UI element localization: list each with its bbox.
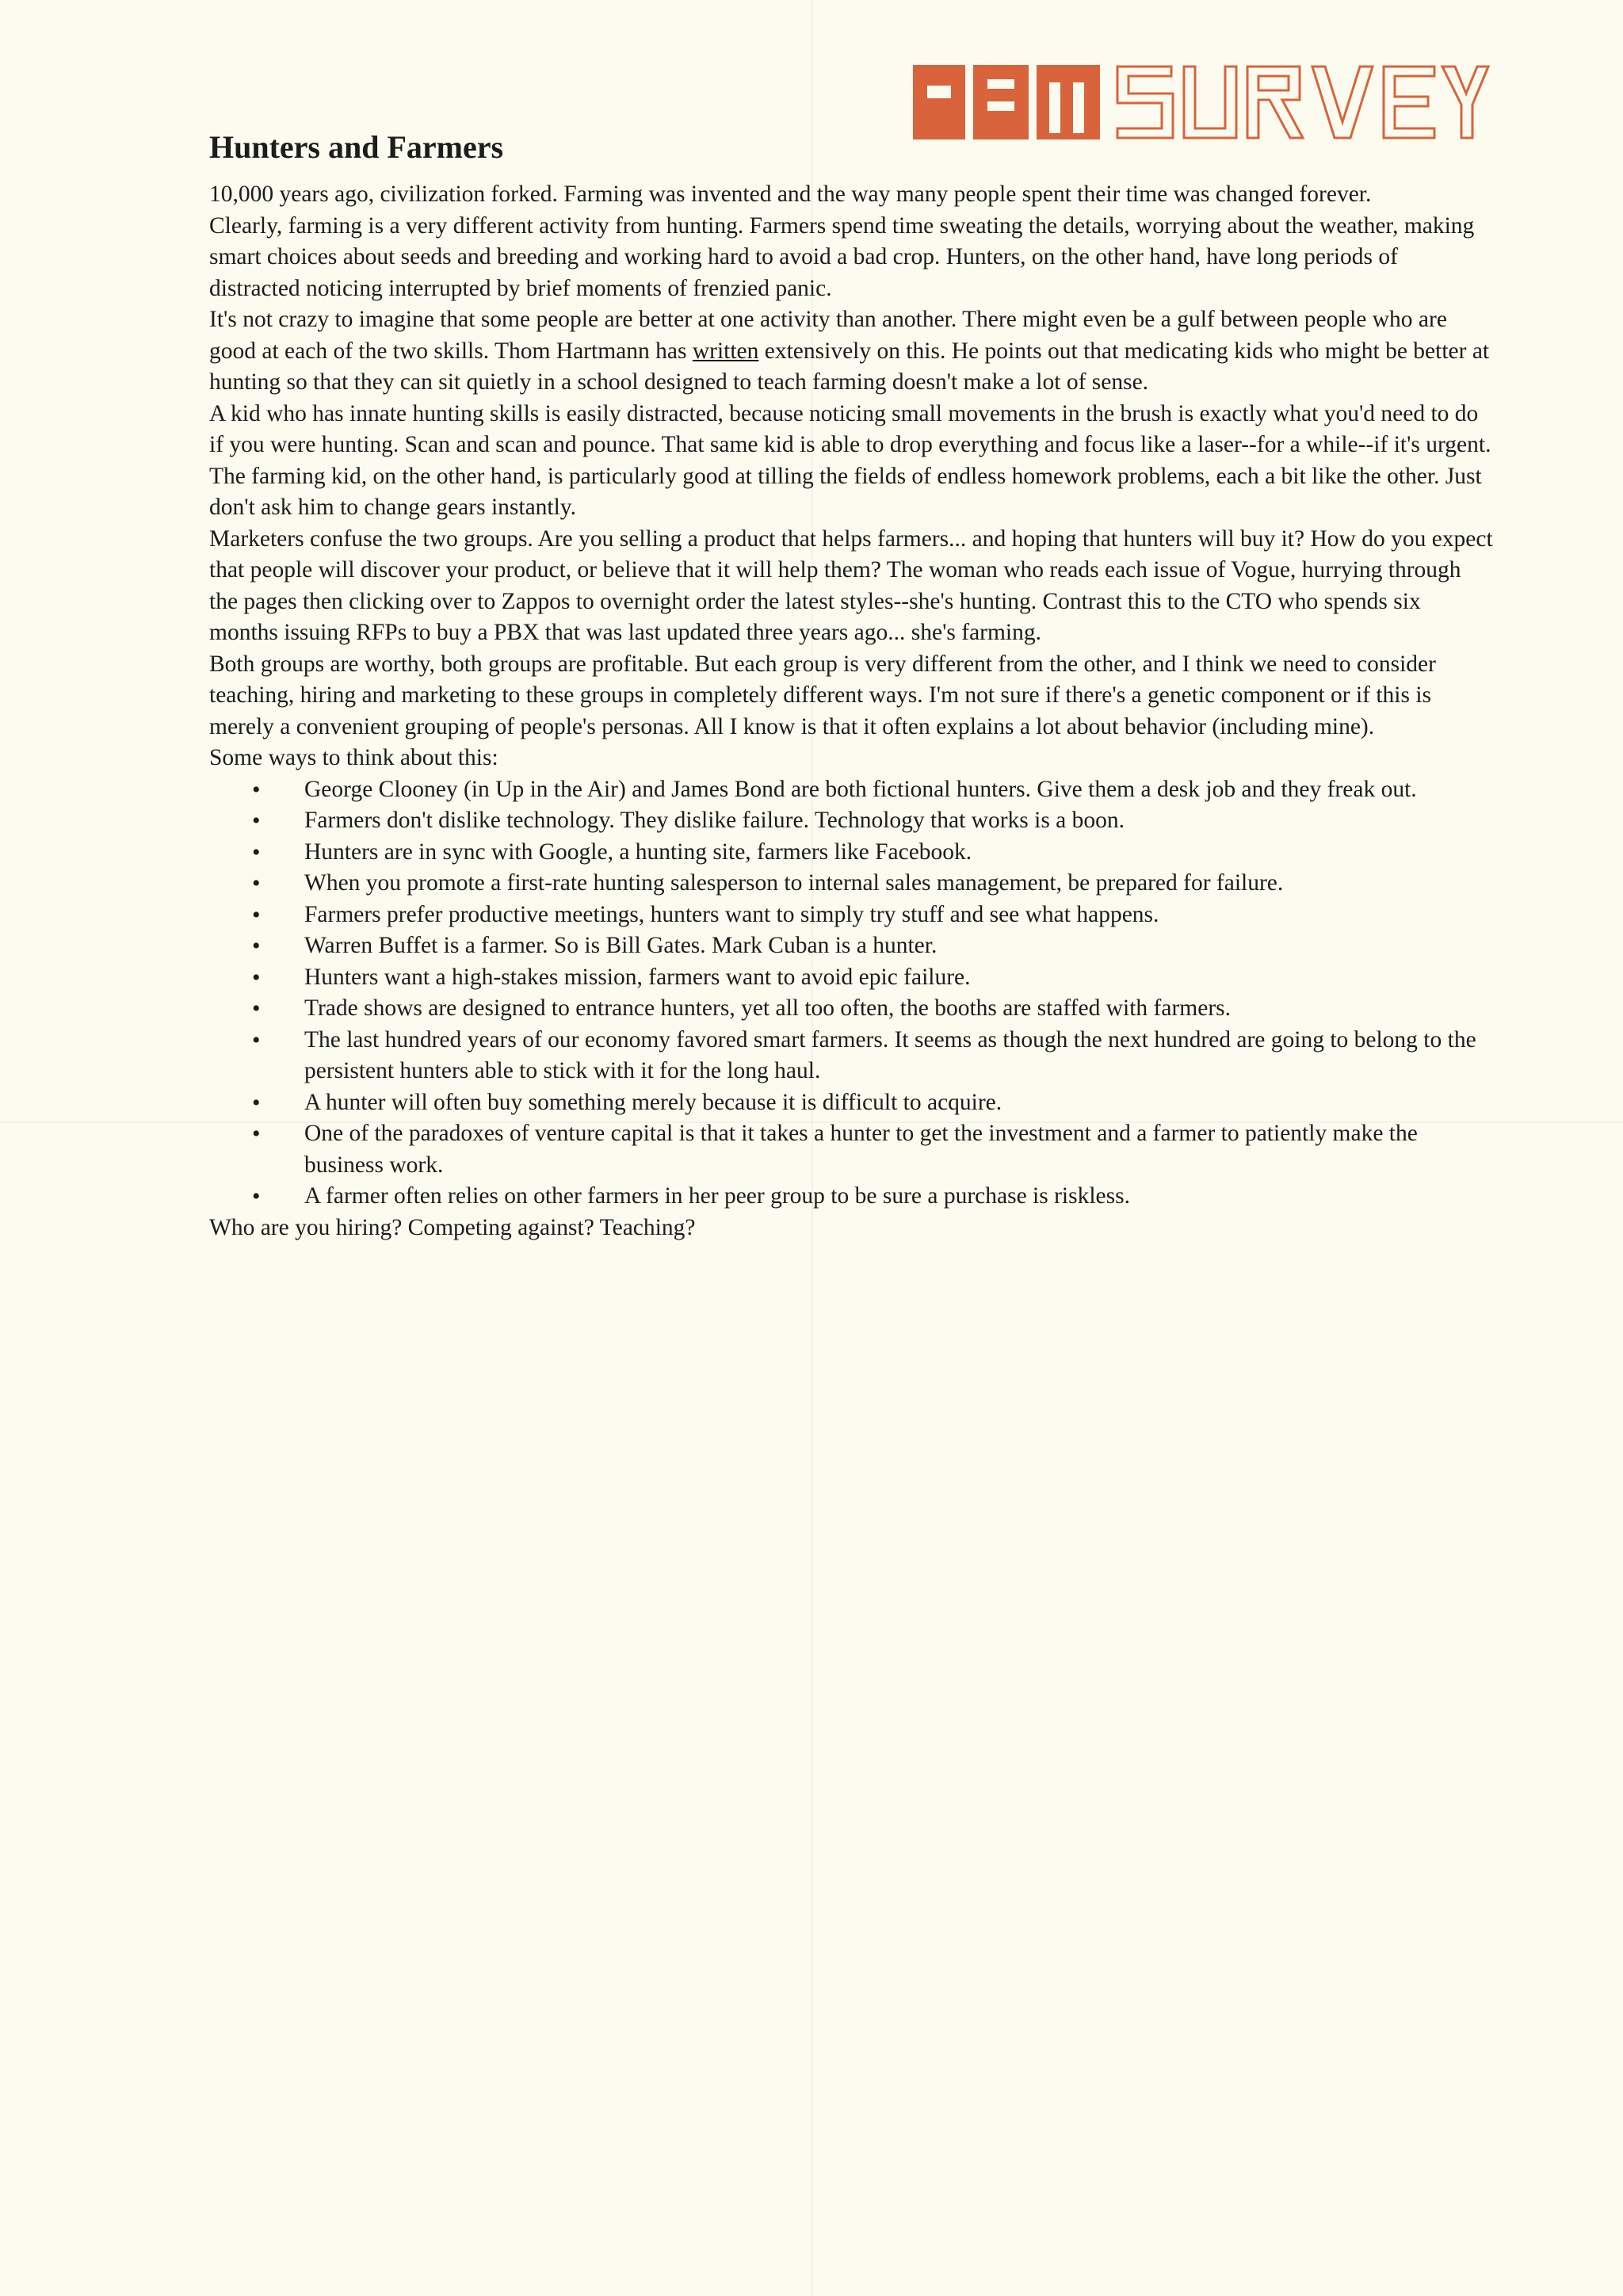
list-item: • A hunter will often buy something merely because it is difficult to acquire. [304, 1087, 1493, 1119]
list-item: • Hunters want a high-stakes mission, farmers want to avoid epic failure. [304, 962, 1493, 994]
written-link[interactable]: written [692, 338, 759, 364]
paragraph-ways-intro: Some ways to think about this: [209, 745, 498, 770]
bullet-list [209, 774, 1493, 1213]
list-item: • Farmers don't dislike technology. They dislike failure. Technology that works is a boon. [304, 805, 1493, 837]
article-title: Hunters and Farmers [209, 129, 504, 165]
paragraph-farming-vs-hunting: Clearly, farming is a very different activity from hunting. Farmers spend time sweating the details, worrying about the weather, making smart choices about seeds and breeding and working hard to avoid a bad crop. Hunters, on the other hand, have long periods of distracted noticing interrupted by brief moments of frenzied panic. [209, 212, 1475, 301]
paragraph-intro: 10,000 years ago, civilization forked. Farming was invented and the way many people spent their time was changed forever. [209, 181, 1372, 207]
paragraph-hunting-kid: A kid who has innate hunting skills is easily distracted, because noticing small movements in the brush is exactly what you'd need to do if you were hunting. Scan and scan and pounce. That same kid is able to drop everything and focus like a laser--for a while--if it's urgent. The farming kid, on the other hand, is particularly good at tilling the fields of endless homework problems, each a bit like the other. Just don't ask him to change gears instantly. [209, 400, 1491, 520]
paragraph-hartmann [209, 304, 1493, 399]
list-item: • Hunters are in sync with Google, a hunting site, farmers like Facebook. [304, 837, 1493, 869]
closing-question: Who are you hiring? Competing against? Teaching? [209, 1214, 696, 1240]
paragraph-hartmann-end: extensively on this. He points out that medicating kids who might be better at hunting so that they can sit quietly in a school designed to teach farming doesn't make a lot of sense. [209, 338, 1490, 395]
list-item: • Farmers prefer productive meetings, hunters want to simply try stuff and see what happens. [304, 900, 1493, 931]
list-item: • Warren Buffet is a farmer. So is Bill Gates. Mark Cuban is a hunter. [304, 930, 1493, 962]
list-item: • When you promote a first-rate hunting salesperson to internal sales management, be prepared for failure. [304, 868, 1493, 900]
list-item: • The last hundred years of our economy favored smart farmers. It seems as though the next hundred are going to belong to the persistent hunters able to stick with it for the long haul. [304, 1025, 1493, 1087]
list-item: • A farmer often relies on other farmers in her peer group to be sure a purchase is riskless. [304, 1181, 1493, 1213]
list-item: • George Clooney (in Up in the Air) and James Bond are both fictional hunters. Give them a desk job and they freak out. [304, 774, 1493, 806]
paragraph-marketers: Marketers confuse the two groups. Are you selling a product that helps farmers... and hoping that hunters will buy it? How do you expect that people will discover your product, or believe that it will help them? The woman who reads each issue of Vogue, hurrying through the pages then clicking over to Zappos to overnight order the latest styles--she's hunting. Contrast this to the CTO who spends six months issuing RFPs to buy a PBX that was last updated three years ago... she's farming. [209, 525, 1493, 645]
paragraph-both-groups: Both groups are worthy, both groups are profitable. But each group is very different from the other, and I think we need to consider teaching, hiring and marketing to these groups in completely different ways. I'm not sure if there's a genetic component or if this is merely a convenient grouping of people's personas. All I know is that it often explains a lot about behavior (including mine). [209, 651, 1436, 739]
article [209, 127, 1493, 1244]
list-item: • One of the paradoxes of venture capital is that it takes a hunter to get the investment and a farmer to patiently make the business work. [304, 1118, 1493, 1181]
list-item: • Trade shows are designed to entrance hunters, yet all too often, the booths are staffed with farmers. [304, 993, 1493, 1025]
paragraph-hartmann-start: It's not crazy to imagine that some people are better at one activity than another. There might even be a gulf between people who are good at each of the two skills. Thom Hartmann has [209, 307, 1447, 364]
